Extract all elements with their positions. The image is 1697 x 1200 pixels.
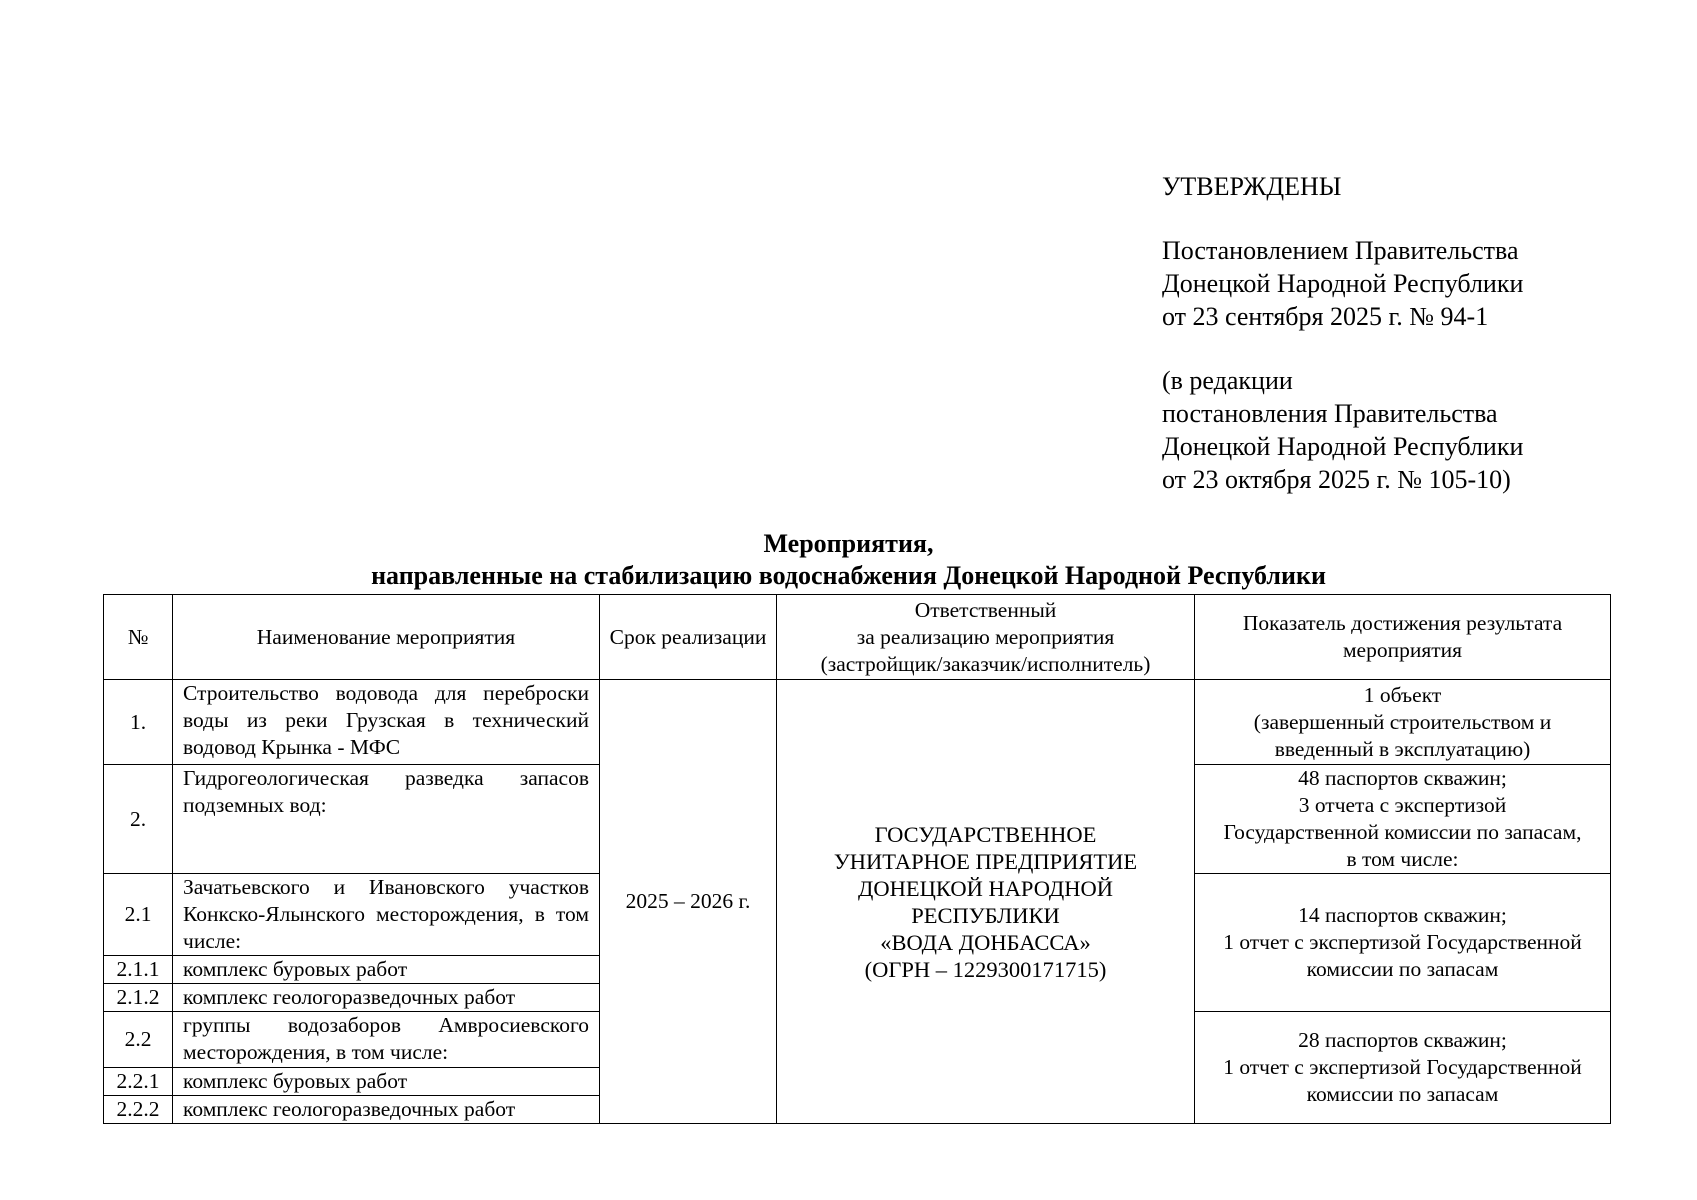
approval-block: [1162, 170, 1523, 496]
indicator-cell: [1195, 1012, 1611, 1124]
decree-line: от 23 сентября 2025 г. № 94-1: [1162, 302, 1489, 331]
indicator-line: комиссии по запасам: [1306, 1082, 1499, 1106]
header-responsible-line: за реализацию мероприятия: [856, 624, 1115, 649]
header-num: №: [104, 595, 173, 680]
row-num: 1.: [104, 680, 173, 765]
responsible-line: ДОНЕЦКОЙ НАРОДНОЙ: [858, 875, 1113, 901]
measures-table: [103, 594, 1611, 1124]
edition-line: от 23 октября 2025 г. № 105-10): [1162, 465, 1511, 494]
header-term: Срок реализации: [600, 595, 777, 680]
indicator-line: комиссии по запасам: [1306, 957, 1499, 981]
header-indicator: Показатель достижения результата мероприятия: [1195, 595, 1611, 680]
responsible-line: ГОСУДАРСТВЕННОЕ: [874, 821, 1097, 847]
row-num: 2.2: [104, 1012, 173, 1068]
edition-line: постановления Правительства: [1162, 399, 1498, 428]
row-num: 2.: [104, 765, 173, 874]
responsible-line: РЕСПУБЛИКИ: [911, 902, 1060, 928]
table-row: [104, 680, 1611, 765]
row-num: 2.1.2: [104, 984, 173, 1012]
row-name: группы водозаборов Амвросиевского месторождения, в том числе:: [173, 1012, 600, 1068]
approval-heading: УТВЕРЖДЕНЫ: [1162, 172, 1342, 201]
table-header-row: [104, 595, 1611, 680]
indicator-cell: [1195, 874, 1611, 1012]
responsible-line: (ОГРН – 1229300171715): [864, 956, 1107, 982]
responsible-line: «ВОДА ДОНБАССА»: [880, 929, 1091, 955]
row-num: 2.2.1: [104, 1068, 173, 1096]
header-responsible-line: Ответственный: [914, 597, 1057, 622]
indicator-line: в том числе:: [1346, 847, 1459, 871]
title-line-2: направленные на стабилизацию водоснабжения Донецкой Народной Республики: [371, 561, 1326, 590]
indicator-cell: [1195, 680, 1611, 765]
indicator-line: 1 объект: [1363, 682, 1442, 707]
header-responsible: [777, 595, 1195, 680]
header-name: Наименование мероприятия: [173, 595, 600, 680]
indicator-line: введенный в эксплуатацию): [1274, 736, 1531, 761]
decree-line: Донецкой Народной Республики: [1162, 269, 1524, 298]
row-num: 2.2.2: [104, 1096, 173, 1124]
row-name: комплекс буровых работ: [173, 1068, 600, 1096]
row-name: комплекс геологоразведочных работ: [173, 1096, 600, 1124]
indicator-line: 48 паспортов скважин;: [1298, 766, 1507, 790]
indicator-line: Государственной комиссии по запасам,: [1223, 820, 1582, 844]
indicator-line: 1 отчет с экспертизой Государственной: [1223, 930, 1582, 954]
row-name: Строительство водовода для переброски воды из реки Грузская в технический водовод Крынка - МФС: [173, 680, 600, 765]
indicator-line: 3 отчета с экспертизой: [1298, 793, 1507, 817]
row-name: Гидрогеологическая разведка запасов подземных вод:: [173, 765, 600, 874]
row-num: 2.1: [104, 874, 173, 956]
indicator-line: 14 паспортов скважин;: [1298, 903, 1507, 927]
indicator-cell: [1195, 765, 1611, 874]
indicator-line: 1 отчет с экспертизой Государственной: [1223, 1055, 1582, 1079]
row-name: комплекс буровых работ: [173, 956, 600, 984]
title-line-1: Мероприятия,: [763, 529, 934, 558]
row-num: 2.1.1: [104, 956, 173, 984]
row-name: Зачатьевского и Ивановского участков Конкско-Ялынского месторождения, в том числе:: [173, 874, 600, 956]
term-cell: 2025 – 2026 г.: [600, 680, 777, 1124]
row-name: комплекс геологоразведочных работ: [173, 984, 600, 1012]
responsible-cell: [777, 680, 1195, 1124]
decree-line: Постановлением Правительства: [1162, 236, 1519, 265]
responsible-line: УНИТАРНОЕ ПРЕДПРИЯТИЕ: [833, 848, 1138, 874]
edition-line: (в редакции: [1162, 366, 1293, 395]
indicator-line: 28 паспортов скважин;: [1298, 1028, 1507, 1052]
document-title: [0, 528, 1697, 592]
edition-line: Донецкой Народной Республики: [1162, 432, 1524, 461]
header-responsible-line: (застройщик/заказчик/исполнитель): [820, 651, 1151, 676]
indicator-line: (завершенный строительством и: [1253, 709, 1552, 734]
